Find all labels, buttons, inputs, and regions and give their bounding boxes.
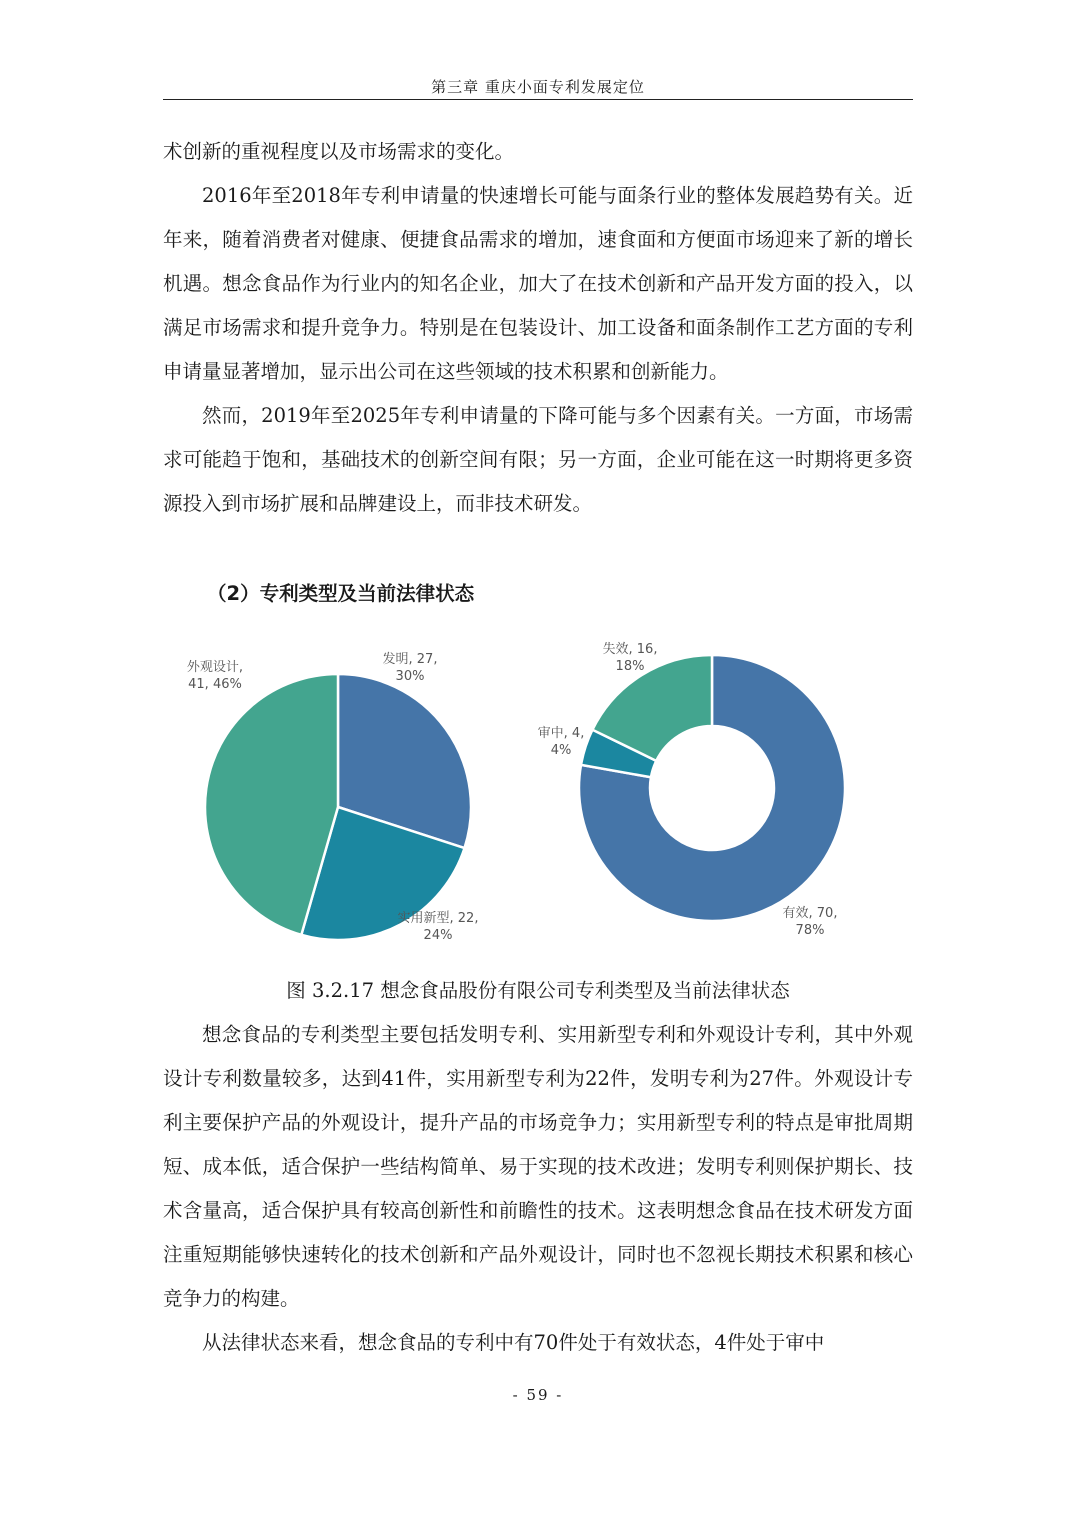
charts-svg [163, 625, 913, 965]
legal-status-chart [538, 641, 845, 938]
paragraph-5: 从法律状态来看，想念食品的专利中有70件处于有效状态，4件处于审中 [202, 1331, 825, 1354]
running-header: 第三章 重庆小面专利发展定位 [431, 78, 645, 96]
data-label-审中: 审中, 4, 4% [537, 726, 585, 758]
text-block-bottom [163, 1013, 913, 1365]
header-rule [163, 99, 913, 100]
paragraph-1: 术创新的重视程度以及市场需求的变化。 [163, 140, 515, 163]
paragraph-2: 2016年至2018年专利申请量的快速增长可能与面条行业的整体发展趋势有关。近年来，随着消费者对健康、便捷食品需求的增加，速食面和方便面市场迎来了新的增长机遇。想念食品作为行业内的知名企业，加大了在技术创新和产品开发方面的投入，以满足市场需求和提升竞争力。特别是在包装设计、加工设备和面条制作工艺方面的专利申请量显著增加，显示出公司在这些领域的技术积累和创新能力。 [163, 184, 913, 383]
data-label-发明: 发明, 27, 30% [382, 652, 438, 684]
paragraph-4: 想念食品的专利类型主要包括发明专利、实用新型专利和外观设计专利，其中外观设计专利数量较多，达到41件，实用新型专利为22件，发明专利为27件。外观设计专利主要保护产品的外观设计，提升产品的市场竞争力；实用新型专利的特点是审批周期短、成本低，适合保护一些结构简单、易于实现的技术改进；发明专利则保护期长、技术含量高，适合保护具有较高创新性和前瞻性的技术。这表明想念食品在技术研发方面注重短期能够快速转化的技术创新和产品外观设计，同时也不忽视长期技术积累和核心竞争力的构建。 [163, 1023, 913, 1310]
page-number: - 59 - [512, 1386, 564, 1404]
text-block-top [163, 130, 913, 526]
patent-type-chart [187, 652, 479, 943]
figure-pie-charts [163, 625, 913, 965]
section-subheading: （2）专利类型及当前法律状态 [207, 582, 475, 605]
paragraph-3: 然而，2019年至2025年专利申请量的下降可能与多个因素有关。一方面，市场需求可能趋于饱和，基础技术的创新空间有限；另一方面，企业可能在这一时期将更多资源投入到市场扩展和品牌建设上，而非技术研发。 [163, 404, 913, 515]
data-label-外观设计: 外观设计, 41, 46% [186, 660, 244, 692]
figure-caption: 图 3.2.17 想念食品股份有限公司专利类型及当前法律状态 [286, 979, 790, 1002]
data-label-实用新型: 实用新型, 22, 24% [397, 911, 479, 943]
data-label-有效: 有效, 70, 78% [782, 906, 838, 938]
data-label-失效: 失效, 16, 18% [602, 642, 658, 674]
